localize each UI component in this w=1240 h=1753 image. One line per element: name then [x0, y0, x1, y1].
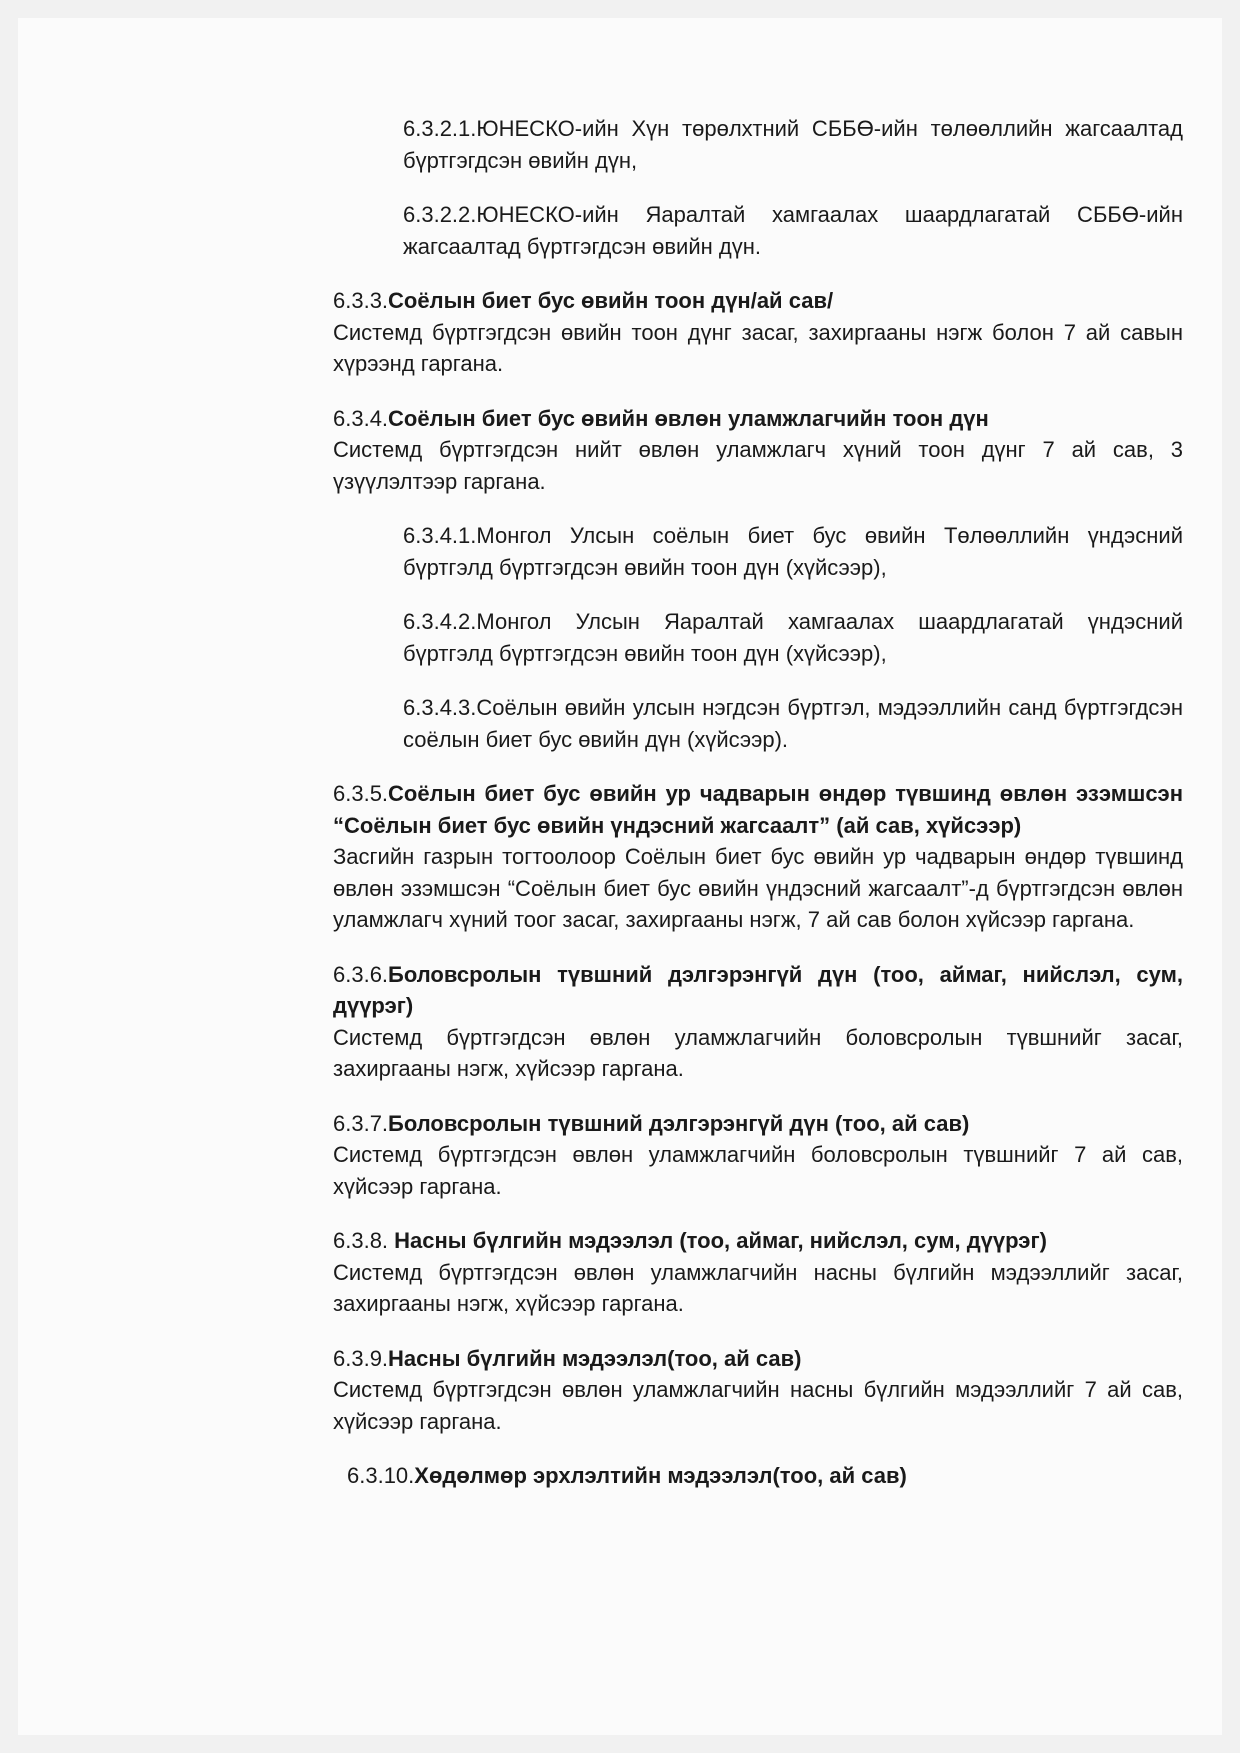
section-body: Системд бүртгэгдсэн өвлөн уламжлагчийн боловсролын түвшнийг засаг, захиргааны нэгж, хүйсээр гаргана.	[333, 1024, 1183, 1081]
section-number: 6.3.9.	[333, 1345, 389, 1371]
section-title: Соёлын биет бус өвийн тоон дүн/ай сав/	[388, 288, 834, 313]
subitem-6-3-2-2: 6.3.2.2.ЮНЕСКО-ийн Яаралтай хамгаалах шаардлагатай СББӨ-ийн жагсаалтад бүртгэгдсэн өвийн дүн.	[403, 202, 1183, 259]
section-body: Системд бүртгэгдсэн нийт өвлөн уламжлагч хүний тоон дүнг 7 ай сав, 3 үзүүлэлтээр гаргана.	[333, 437, 1183, 494]
section-heading	[333, 1343, 1183, 1375]
section-heading	[333, 1108, 1183, 1140]
section-heading	[333, 403, 1183, 435]
section-number: 6.3.3.	[333, 288, 389, 313]
subitem-6-3-4-1: 6.3.4.1.Монгол Улсын соёлын биет бус өвийн Төлөөллийн үндэсний бүртгэлд бүртгэгдсэн өвийн тоон дүн (хүйсээр),	[403, 523, 1183, 580]
section-title: Хөдөлмөр эрхлэлтийн мэдээлэл(тоо, ай сав)	[414, 1463, 907, 1488]
section-number: 6.3.8.	[333, 1228, 395, 1253]
section-body: Системд бүртгэгдсэн өвлөн уламжлагчийн насны бүлгийн мэдээллийг 7 ай сав, хүйсээр гаргана.	[333, 1377, 1183, 1434]
section-6-3-5	[333, 778, 1183, 936]
section-title: Боловсролын түвшний дэлгэрэнгүй дүн (тоо, ай сав)	[388, 1110, 970, 1136]
section-number: 6.3.7.	[333, 1110, 389, 1136]
section-heading	[333, 778, 1183, 841]
document-page	[18, 18, 1222, 1735]
section-6-3-6	[333, 959, 1183, 1085]
section-6-3-9	[333, 1343, 1183, 1438]
subitem-6-3-4-2: 6.3.4.2.Монгол Улсын Яаралтай хамгаалах шаардлагатай үндэсний бүртгэлд бүртгэгдсэн өвийн тоон дүн (хүйсээр),	[403, 609, 1183, 666]
section-heading	[333, 1225, 1183, 1257]
section-title: Насны бүлгийн мэдээлэл (тоо, аймаг, нийслэл, сум, дүүрэг)	[394, 1228, 1047, 1253]
section-6-3-4	[333, 403, 1183, 498]
section-title: Насны бүлгийн мэдээлэл(тоо, ай сав)	[388, 1345, 802, 1371]
section-number: 6.3.4.	[333, 405, 389, 431]
section-6-3-7	[333, 1108, 1183, 1203]
section-title: Боловсролын түвшний дэлгэрэнгүй дүн (тоо, аймаг, нийслэл, сум, дүүрэг)	[333, 961, 1183, 1018]
section-title: Соёлын биет бус өвийн өвлөн уламжлагчийн тоон дүн	[388, 405, 989, 431]
section-number: 6.3.5.	[333, 781, 389, 806]
subitem-6-3-2-1: 6.3.2.1.ЮНЕСКО-ийн Хүн төрөлхтний СББӨ-ийн төлөөллийн жагсаалтад бүртгэгдсэн өвийн дүн,	[403, 116, 1183, 173]
section-body: Системд бүртгэгдсэн өвлөн уламжлагчийн насны бүлгийн мэдээллийг засаг, захиргааны нэгж, хүйсээр гаргана.	[333, 1259, 1183, 1316]
section-heading	[333, 285, 1183, 317]
section-heading	[333, 959, 1183, 1022]
section-6-3-3	[333, 285, 1183, 380]
subitem-6-3-4-3: 6.3.4.3.Соёлын өвийн улсын нэгдсэн бүртгэл, мэдээллийн санд бүртгэгдсэн соёлын биет бус өвийн дүн (хүйсээр).	[403, 695, 1183, 752]
section-number: 6.3.10.	[347, 1463, 415, 1488]
section-body: Системд бүртгэгдсэн өвийн тоон дүнг засаг, захиргааны нэгж болон 7 ай савын хүрээнд гаргана.	[333, 319, 1183, 376]
section-body: Засгийн газрын тогтоолоор Соёлын биет бус өвийн ур чадварын өндөр түвшинд өвлөн эзэмшсэн “Соёлын биет бус өвийн үндэсний жагсаалт”-д бүртгэгдсэн өвлөн уламжлагч хүний тоог засаг, захиргааны нэгж, 7 ай сав болон хүйсээр гаргана.	[333, 844, 1183, 932]
document-content	[333, 113, 1183, 1492]
section-number: 6.3.6.	[333, 961, 389, 987]
section-heading	[347, 1460, 1183, 1492]
section-title: Соёлын биет бус өвийн ур чадварын өндөр түвшинд өвлөн эзэмшсэн “Соёлын биет бус өвийн үндэсний жагсаалт” (ай сав, хүйсээр)	[333, 781, 1183, 838]
section-6-3-10	[347, 1460, 1183, 1492]
section-6-3-8	[333, 1225, 1183, 1320]
section-body: Системд бүртгэгдсэн өвлөн уламжлагчийн боловсролын түвшнийг 7 ай сав, хүйсээр гаргана.	[333, 1142, 1183, 1199]
